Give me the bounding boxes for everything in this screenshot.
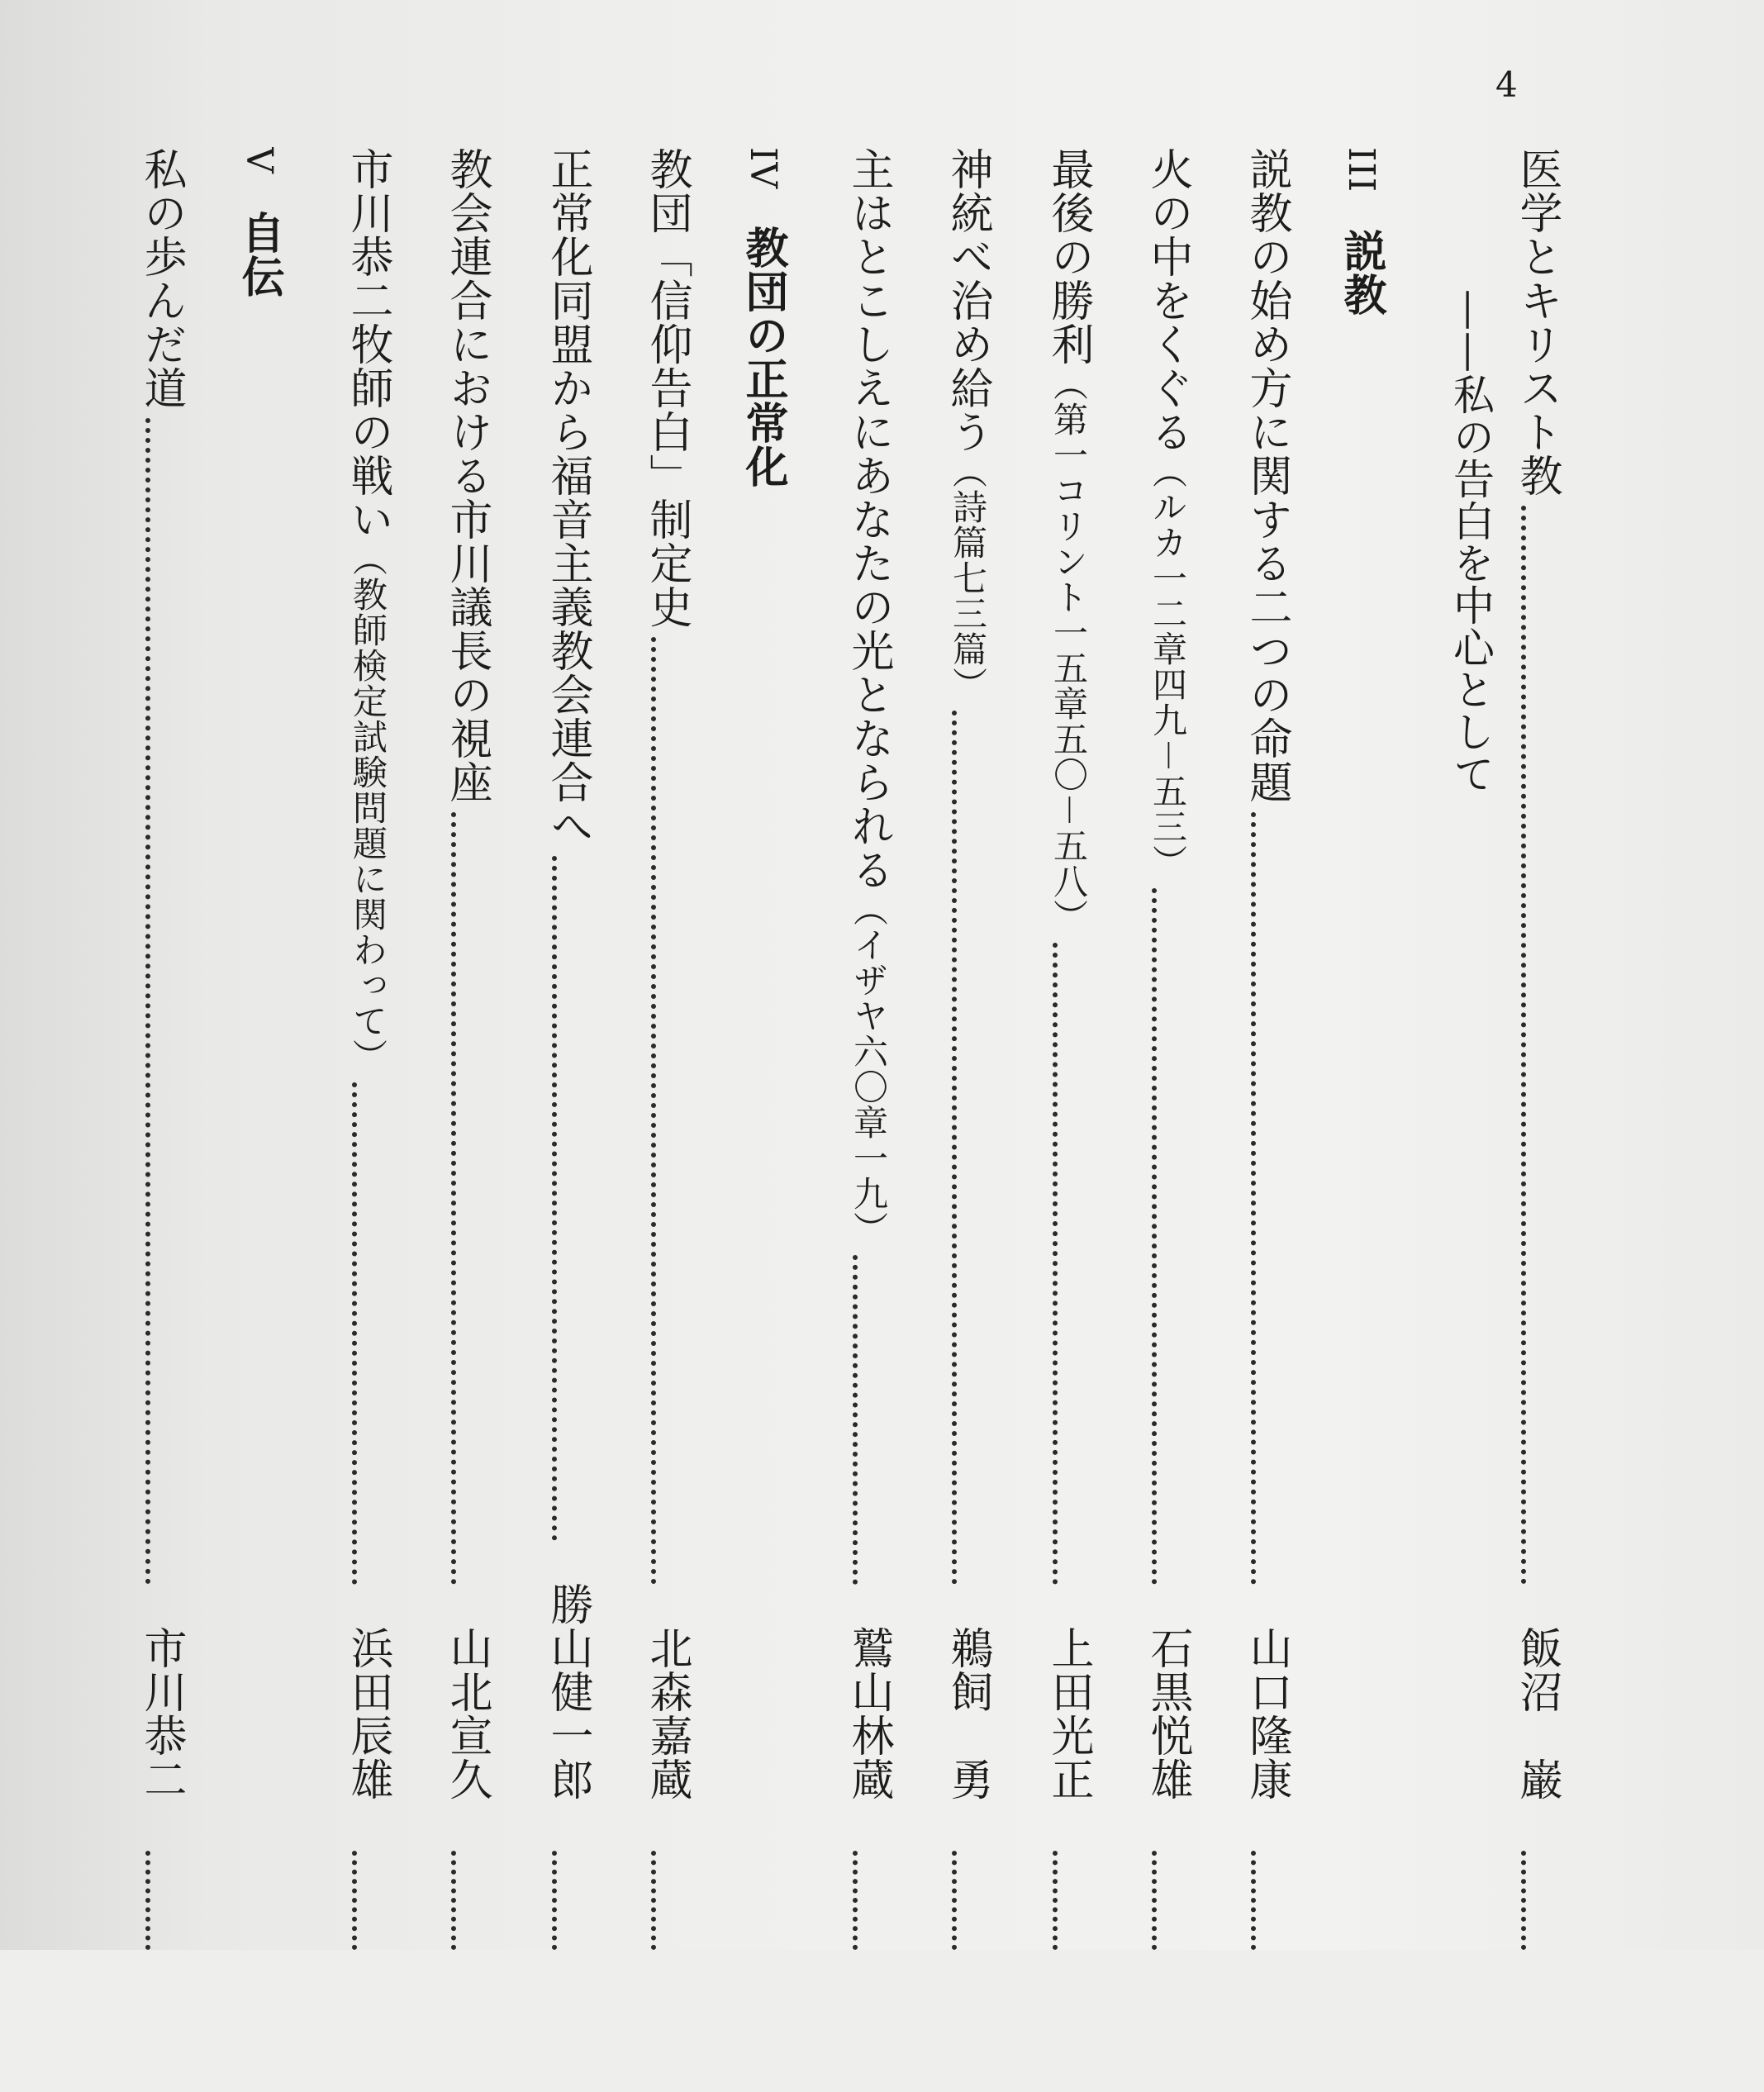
leader-dots xyxy=(952,1851,957,1950)
leader-dots xyxy=(1251,812,1256,1585)
section-heading xyxy=(230,147,288,1950)
section-title: 説教 xyxy=(1336,229,1386,317)
entry-title: 医学とキリスト教 xyxy=(1512,147,1562,497)
entry-title: 正常化同盟から福音主義教会連合へ xyxy=(543,147,592,848)
section-title: 教団の正常化 xyxy=(738,226,787,489)
entry-note: （教師検定試験問題に関わって） xyxy=(348,541,388,1074)
entry-title: 主はとこしえにあなたの光となられる xyxy=(844,147,893,891)
entry-author: 上田光正 xyxy=(1044,1626,1093,1801)
entry-subtitle xyxy=(1442,289,1500,2092)
leader-dots xyxy=(552,1851,557,1950)
section-number: IV xyxy=(742,147,784,190)
section-heading xyxy=(734,147,792,1950)
entry-title: 教会連合における市川議長の視座 xyxy=(442,147,492,804)
leader-dots xyxy=(352,1082,357,1585)
section-number: V xyxy=(238,147,280,174)
toc-entry[interactable] xyxy=(1139,147,1196,1950)
leader-dots xyxy=(552,856,557,1541)
toc-entry[interactable] xyxy=(438,147,496,1950)
page-number: 4 xyxy=(1495,64,1518,105)
leader-dots xyxy=(1152,888,1157,1585)
toc-entry[interactable] xyxy=(638,147,696,1950)
leader-dots xyxy=(1152,1851,1157,1950)
entry-title: 教団「信仰告白」制定史 xyxy=(642,147,692,629)
section-heading xyxy=(1332,147,1390,1950)
leader-dots xyxy=(145,418,150,1585)
leader-dots xyxy=(1521,506,1526,1585)
entry-title: 神統べ治め給う xyxy=(943,147,992,454)
toc-entry[interactable] xyxy=(1508,147,1566,1950)
leader-dots xyxy=(1053,943,1058,1585)
entry-title: 説教の始め方に関する二つの命題 xyxy=(1242,147,1291,804)
leader-dots xyxy=(853,1255,858,1585)
toc-entry[interactable] xyxy=(132,147,190,1950)
toc-entry[interactable] xyxy=(339,147,397,1950)
entry-author: 飯沼 巌 xyxy=(1512,1626,1562,1801)
section-title: 自伝 xyxy=(234,210,283,298)
entry-note: （第一コリント一五章五〇－五八） xyxy=(1048,366,1089,935)
entry-author: 鷲山林蔵 xyxy=(844,1626,893,1801)
entry-title: 最後の勝利 xyxy=(1044,147,1093,366)
entry-note: （ルカ一二章四九－五三） xyxy=(1148,454,1188,881)
entry-title: 火の中をくぐる xyxy=(1143,147,1192,454)
entry-title: 私の歩んだ道 xyxy=(136,147,186,410)
toc-entry[interactable] xyxy=(1238,147,1296,1950)
toc-entry[interactable] xyxy=(939,147,996,1950)
leader-dots xyxy=(352,1851,357,1950)
leader-dots xyxy=(651,1851,656,1950)
entry-note: （イザヤ六〇章一九） xyxy=(849,891,889,1247)
entry-author: 浜田辰雄 xyxy=(343,1626,392,1801)
entry-author: 勝山健一郎 xyxy=(543,1582,592,1801)
toc-entry[interactable] xyxy=(839,147,897,1950)
entry-title: 市川恭二牧師の戦い xyxy=(343,147,392,541)
leader-dots xyxy=(1251,1851,1256,1950)
entry-note: （詩篇七三篇） xyxy=(948,454,988,702)
leader-dots xyxy=(145,1851,150,1950)
entry-subtitle-text: ——私の告白を中心として xyxy=(1447,289,1495,795)
toc-entry[interactable] xyxy=(1039,147,1097,1950)
section-number: III xyxy=(1340,147,1382,193)
leader-dots xyxy=(1053,1851,1058,1950)
entry-author: 山口隆康 xyxy=(1242,1626,1291,1801)
leader-dots xyxy=(651,637,656,1585)
leader-dots xyxy=(451,1851,456,1950)
leader-dots xyxy=(1521,1851,1526,1950)
entry-author: 鵜飼 勇 xyxy=(943,1626,992,1801)
entry-author: 山北宣久 xyxy=(442,1626,492,1801)
leader-dots xyxy=(952,711,957,1585)
toc-entry[interactable] xyxy=(539,147,597,1950)
entry-author: 北森嘉蔵 xyxy=(642,1626,692,1801)
entry-author: 石黒悦雄 xyxy=(1143,1626,1192,1801)
entry-author: 市川恭二 xyxy=(136,1626,186,1801)
leader-dots xyxy=(853,1851,858,1950)
leader-dots xyxy=(451,812,456,1585)
